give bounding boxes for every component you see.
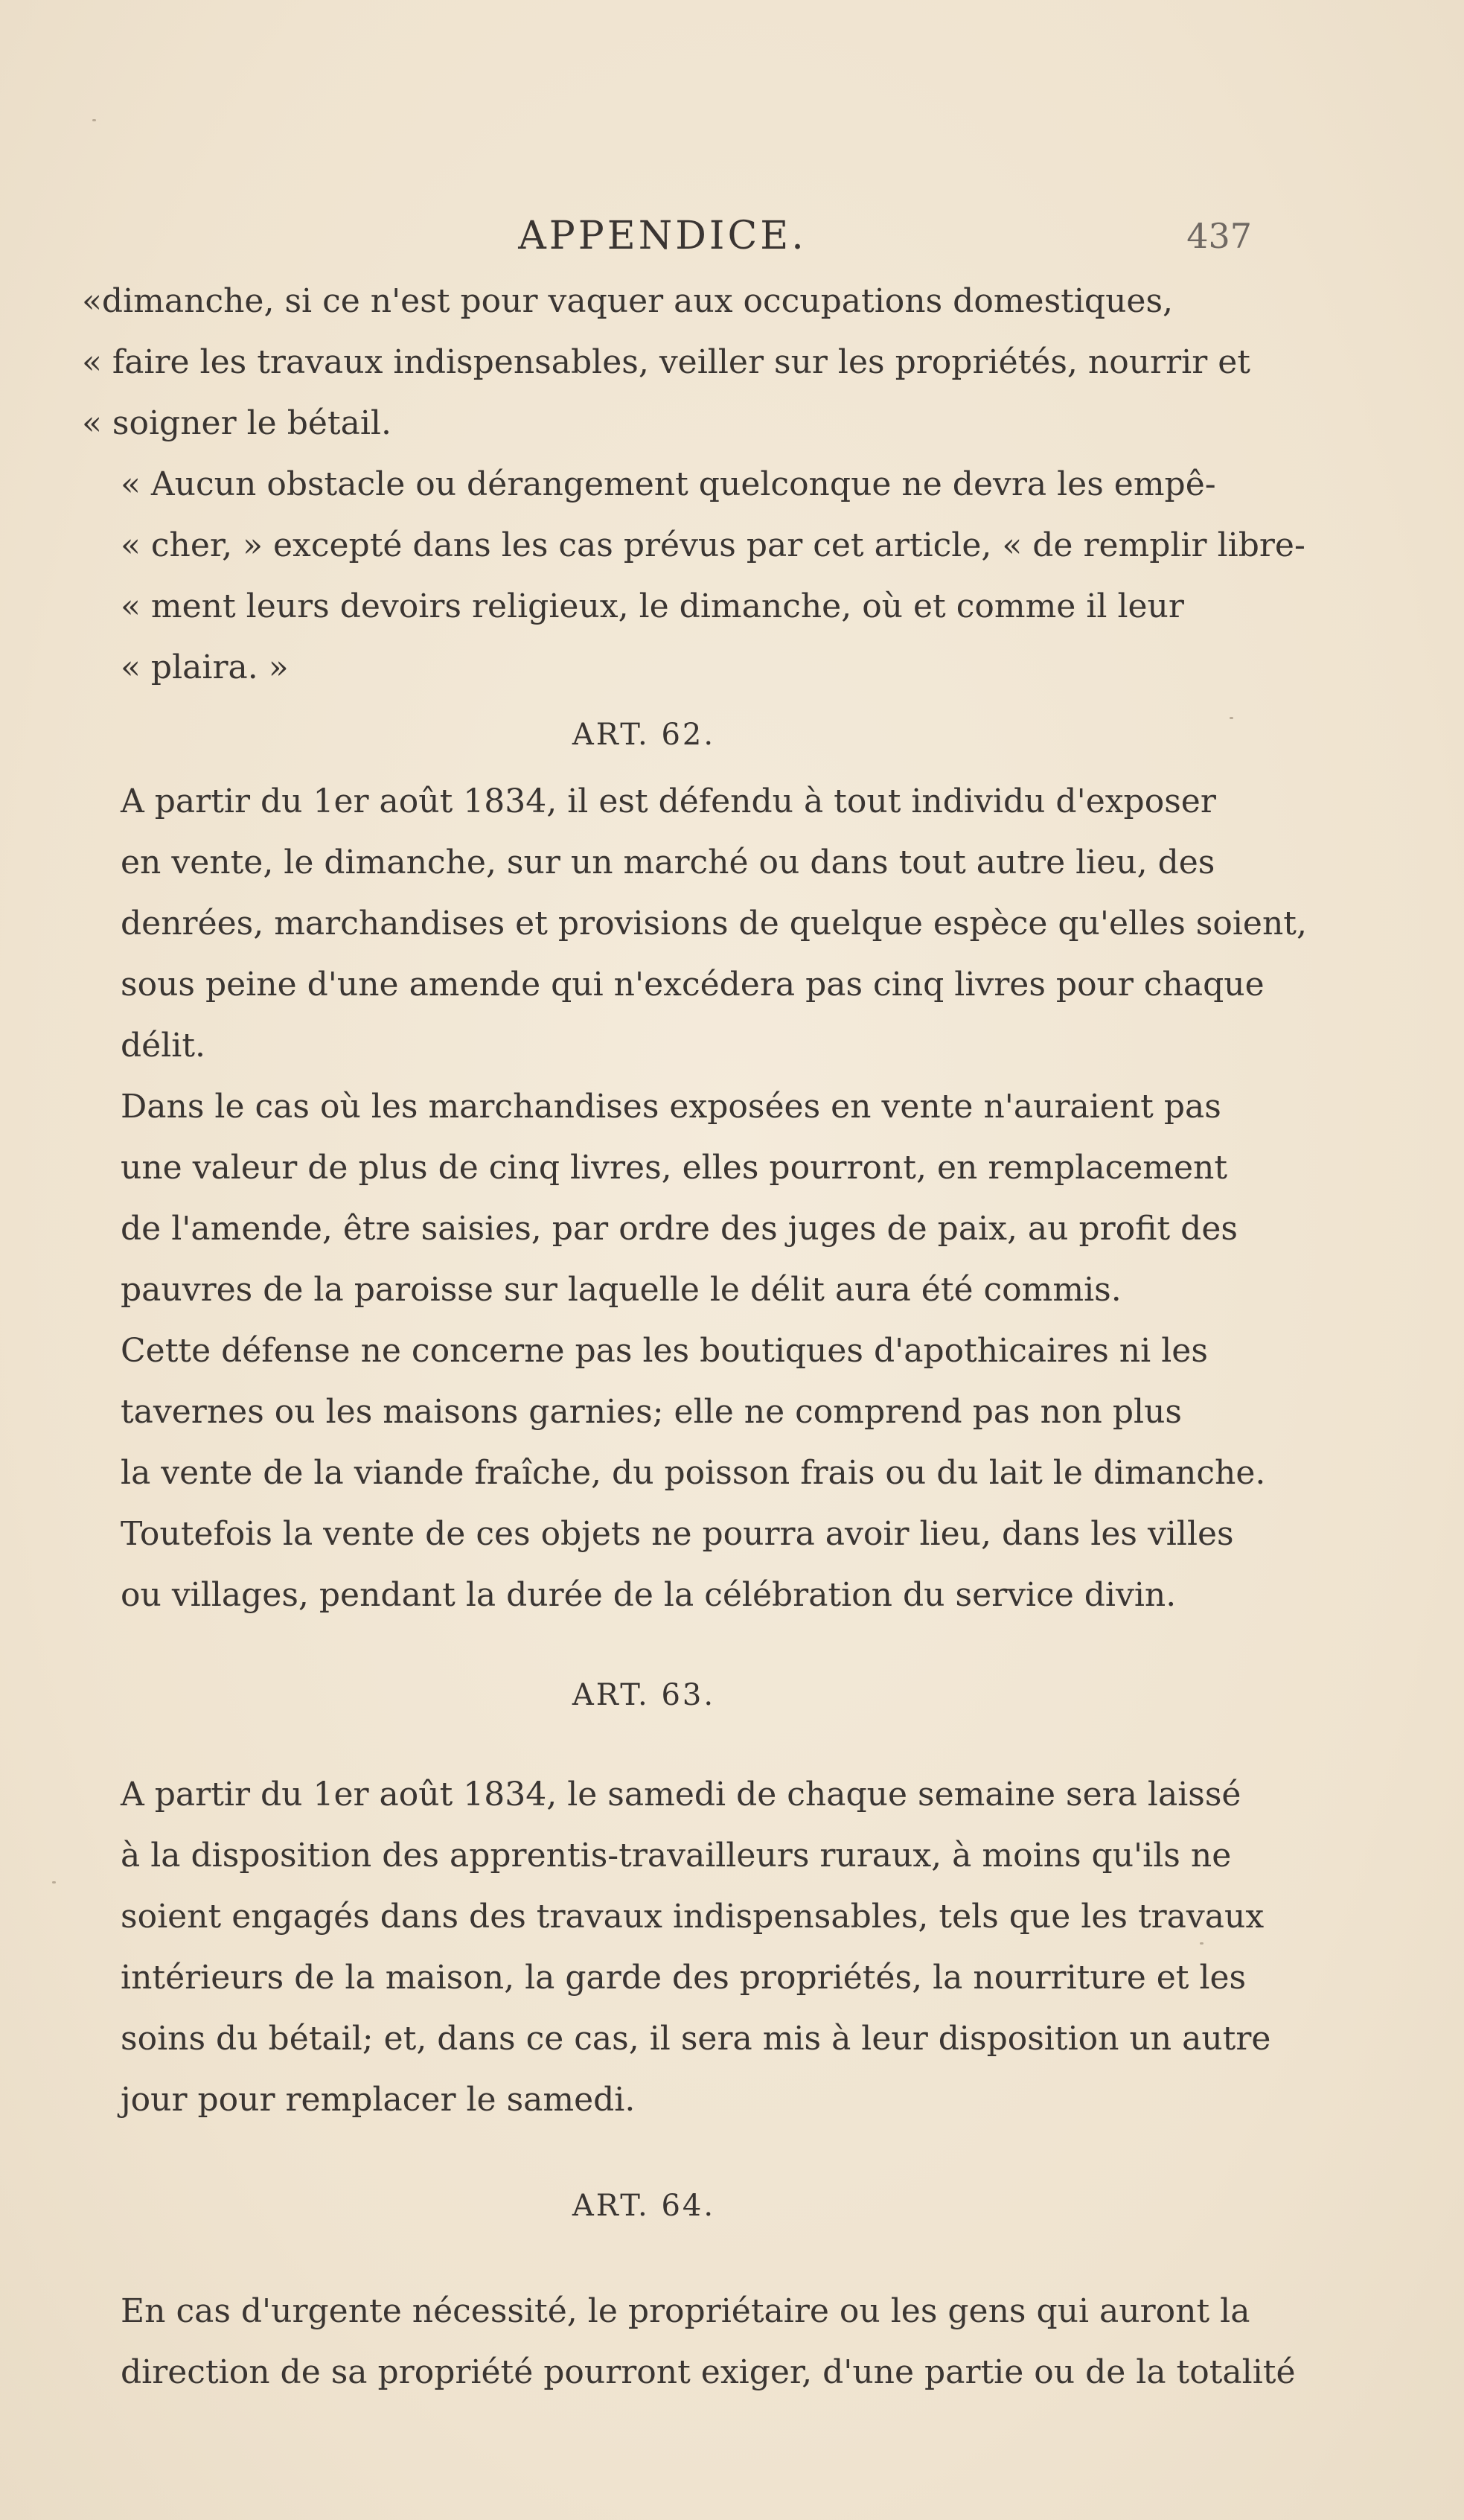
text-line: « soigner le bétail. [82,404,391,442]
paragraph [82,1321,1266,1626]
ink-speck [1230,717,1233,719]
paragraph [82,2281,1296,2403]
text-line: intérieurs de la maison, la garde des propriétés, la nourriture et les [121,1959,1247,1997]
paragraph [82,1076,1238,1321]
paragraph [82,771,1307,1076]
text-line: « Aucun obstacle ou dérangement quelconque ne devra les empê- [121,465,1216,503]
text-line: denrées, marchandises et provisions de quelque espèce qu'elles soient, [121,905,1307,942]
text-line: En cas d'urgente nécessité, le propriétaire ou les gens qui auront la [121,2292,1250,2330]
paragraph [82,454,1305,698]
text-line: délit. [121,1027,206,1065]
text-line: la vente de la viande fraîche, du poisson frais ou du lait le dimanche. [121,1454,1266,1492]
text-line: A partir du 1er août 1834, le samedi de chaque semaine sera laissé [121,1776,1241,1814]
text-line: en vente, le dimanche, sur un marché ou dans tout autre lieu, des [121,843,1215,881]
text-line: A partir du 1er août 1834, il est défendu à tout individu d'exposer [121,782,1216,820]
ink-speck [92,119,96,121]
text-line: tavernes ou les maisons garnies; elle ne comprend pas non plus [121,1393,1182,1431]
text-line: soins du bétail; et, dans ce cas, il sera mis à leur disposition un autre [121,2020,1271,2058]
text-line: « cher, » excepté dans les cas prévus par cet article, « de remplir libre- [121,526,1305,564]
text-line: une valeur de plus de cinq livres, elles pourront, en remplacement [121,1149,1228,1187]
text-line: « faire les travaux indispensables, veiller sur les propriétés, nourrir et [82,343,1250,381]
text-line: Dans le cas où les marchandises exposées en vente n'auraient pas [121,1088,1221,1126]
body-text [82,271,1307,2403]
text-line: de l'amende, être saisies, par ordre des juges de paix, au profit des [121,1210,1238,1248]
article-heading: ART. 62. [572,718,716,752]
paragraph [82,1764,1271,2131]
text-line: pauvres de la paroisse sur laquelle le délit aura été commis. [121,1271,1122,1309]
text-line: jour pour remplacer le samedi. [121,2081,636,2119]
text-line: « ment leurs devoirs religieux, le dimanche, où et comme il leur [121,587,1184,625]
article-heading: ART. 63. [572,1678,716,1712]
text-line: direction de sa propriété pourront exiger, d'une partie ou de la totalité [121,2353,1296,2391]
running-title: APPENDICE. [518,214,807,258]
running-head [82,210,1252,262]
ink-speck [52,1881,56,1883]
paragraph [82,271,1250,454]
text-line: Toutefois la vente de ces objets ne pourra avoir lieu, dans les villes [121,1515,1234,1553]
text-line: soient engagés dans des travaux indispensables, tels que les travaux [121,1898,1265,1936]
text-line: « plaira. » [121,648,289,686]
page-number: 437 [1186,216,1252,256]
article-heading: ART. 64. [572,2189,716,2223]
text-line: à la disposition des apprentis-travailleurs ruraux, à moins qu'ils ne [121,1837,1232,1875]
text-line: Cette défense ne concerne pas les boutiques d'apothicaires ni les [121,1332,1208,1370]
text-line: ou villages, pendant la durée de la célébration du service divin. [121,1576,1177,1614]
text-line: sous peine d'une amende qui n'excédera pas cinq livres pour chaque [121,966,1265,1004]
text-line: «dimanche, si ce n'est pour vaquer aux occupations domestiques, [82,282,1174,320]
